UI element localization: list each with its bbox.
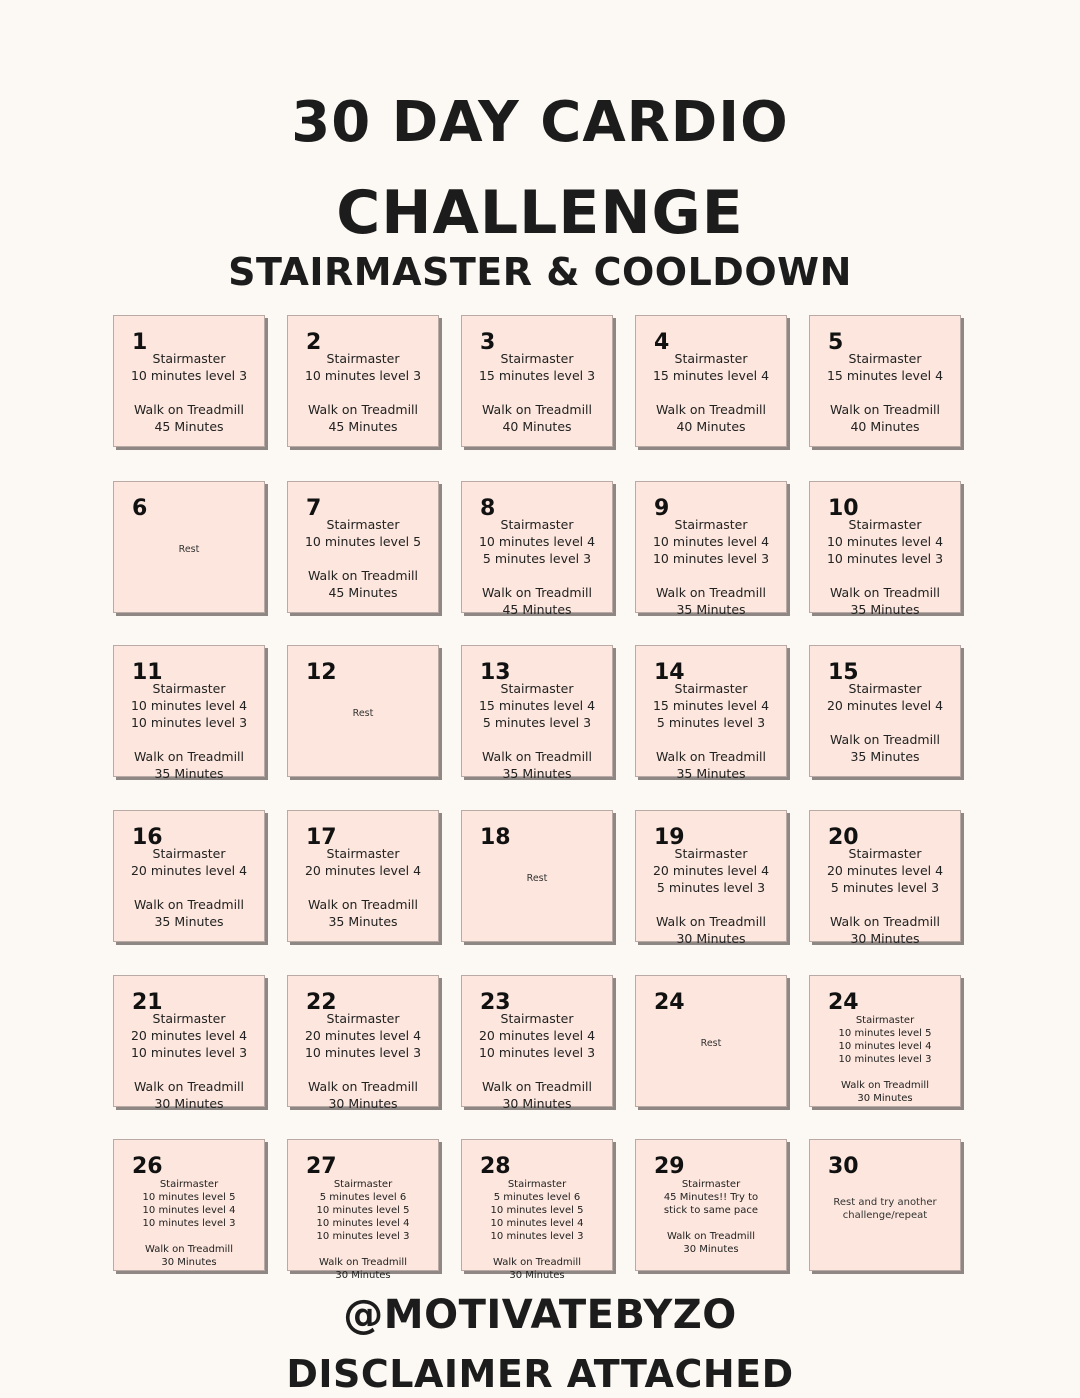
workout-line: Walk on Treadmill: [656, 749, 766, 764]
day-number: 15: [828, 660, 859, 685]
day-card: [635, 481, 787, 617]
day-card: [809, 975, 961, 1107]
footer-handle: @MOTIVATEBYZO: [343, 1292, 737, 1338]
workout-line: 35 Minutes: [676, 766, 746, 781]
day-number: 20: [828, 825, 859, 850]
workout-line: Stairmaster: [848, 517, 922, 532]
day-number: 13: [480, 660, 511, 685]
workout-line: 10 minutes level 4: [316, 1218, 410, 1229]
day-number: 11: [132, 660, 163, 685]
workout-line: 45 Minutes: [328, 419, 398, 434]
workout-line: 10 minutes level 3: [316, 1231, 410, 1242]
workout-line: Walk on Treadmill: [308, 568, 418, 583]
workout-line: Stairmaster: [326, 846, 400, 861]
workout-line: stick to same pace: [663, 1205, 759, 1216]
workout-details: [810, 350, 960, 435]
rest-label: Rest: [178, 544, 200, 555]
workout-line: Stairmaster: [848, 681, 922, 696]
day-number: 5: [828, 330, 844, 355]
day-number: 23: [480, 990, 511, 1015]
workout-line: Stairmaster: [848, 351, 922, 366]
workout-line: 15 minutes level 4: [652, 698, 770, 713]
workout-line: 5 minutes level 3: [482, 551, 592, 566]
workout-line: Walk on Treadmill: [134, 402, 244, 417]
workout-details: [288, 845, 438, 930]
workout-line: 20 minutes level 4: [826, 863, 944, 878]
workout-line: 20 minutes level 4: [304, 1028, 422, 1043]
workout-line: Stairmaster: [681, 1179, 741, 1190]
workout-details: [288, 516, 438, 601]
day-card: [635, 645, 787, 781]
workout-line: 10 minutes level 3: [826, 551, 944, 566]
workout-line: 10 minutes level 3: [838, 1054, 932, 1065]
workout-line: Walk on Treadmill: [134, 1079, 244, 1094]
workout-details: [636, 516, 786, 618]
day-number: 29: [654, 1154, 685, 1179]
day-number: 17: [306, 825, 337, 850]
workout-line: Walk on Treadmill: [667, 1231, 755, 1242]
workout-line: 10 minutes level 4: [838, 1041, 932, 1052]
workout-line: Stairmaster: [326, 517, 400, 532]
day-card: [113, 810, 265, 942]
workout-line: Walk on Treadmill: [830, 914, 940, 929]
day-card: [113, 481, 265, 613]
workout-line: Stairmaster: [500, 1011, 574, 1026]
workout-line: Stairmaster: [855, 1015, 915, 1026]
workout-line: 40 Minutes: [850, 419, 920, 434]
workout-line: Walk on Treadmill: [134, 897, 244, 912]
workout-line: Walk on Treadmill: [308, 1079, 418, 1094]
workout-line: Walk on Treadmill: [482, 585, 592, 600]
day-card: [113, 975, 265, 1111]
workout-line: Stairmaster: [152, 681, 226, 696]
workout-line: 30 Minutes: [154, 1096, 224, 1111]
day-card: [461, 1139, 613, 1281]
workout-line: Stairmaster: [326, 351, 400, 366]
workout-line: 10 minutes level 3: [652, 551, 770, 566]
day-number: 8: [480, 496, 496, 521]
day-card: [635, 315, 787, 447]
workout-line: Walk on Treadmill: [830, 732, 940, 747]
workout-line: 15 minutes level 4: [478, 698, 596, 713]
day-number: 26: [132, 1154, 163, 1179]
day-number: 10: [828, 496, 859, 521]
day-number: 27: [306, 1154, 337, 1179]
workout-line: Stairmaster: [326, 1011, 400, 1026]
day-card: [635, 975, 787, 1107]
workout-line: Walk on Treadmill: [841, 1080, 929, 1091]
workout-line: 10 minutes level 4: [826, 534, 944, 549]
workout-line: Walk on Treadmill: [482, 402, 592, 417]
day-number: 24: [654, 990, 685, 1015]
workout-details: [288, 1010, 438, 1112]
workout-line: Stairmaster: [674, 351, 748, 366]
workout-line: 30 Minutes: [683, 1244, 739, 1255]
workout-line: 10 minutes level 5: [490, 1205, 584, 1216]
workout-line: Walk on Treadmill: [308, 402, 418, 417]
day-number: 24: [828, 990, 859, 1015]
workout-line: Stairmaster: [848, 846, 922, 861]
day-card: [809, 1139, 961, 1271]
day-number: 30: [828, 1154, 859, 1179]
day-card: [461, 481, 613, 617]
workout-line: 5 minutes level 3: [830, 880, 940, 895]
workout-line: 30 Minutes: [328, 1096, 398, 1111]
rest-label: Rest: [526, 873, 548, 884]
workout-details: [462, 516, 612, 618]
subtitle: STAIRMASTER & COOLDOWN: [228, 250, 852, 294]
workout-line: Walk on Treadmill: [493, 1257, 581, 1268]
workout-line: Walk on Treadmill: [830, 585, 940, 600]
workout-line: Walk on Treadmill: [482, 749, 592, 764]
day-number: 6: [132, 496, 148, 521]
workout-line: 15 minutes level 3: [478, 368, 596, 383]
title-line-1: 30 DAY CARDIO: [291, 90, 789, 155]
workout-line: 15 minutes level 4: [826, 368, 944, 383]
workout-line: 10 minutes level 3: [304, 1045, 422, 1060]
workout-line: Stairmaster: [152, 1011, 226, 1026]
workout-line: Walk on Treadmill: [656, 402, 766, 417]
workout-line: 5 minutes level 6: [319, 1192, 407, 1203]
day-number: 28: [480, 1154, 511, 1179]
workout-details: [810, 845, 960, 947]
workout-line: 30 Minutes: [857, 1093, 913, 1104]
day-number: 9: [654, 496, 670, 521]
workout-line: 10 minutes level 4: [490, 1218, 584, 1229]
workout-details: [462, 1010, 612, 1112]
day-number: 21: [132, 990, 163, 1015]
day-card: [635, 810, 787, 946]
workout-line: 10 minutes level 4: [478, 534, 596, 549]
day-grid: [113, 315, 965, 1281]
workout-line: 35 Minutes: [850, 602, 920, 617]
workout-line: 20 minutes level 4: [478, 1028, 596, 1043]
rest-label: Rest: [352, 708, 374, 719]
day-card: [287, 1139, 439, 1281]
workout-line: Walk on Treadmill: [656, 585, 766, 600]
day-card: [461, 645, 613, 781]
workout-line: Stairmaster: [500, 681, 574, 696]
workout-line: 45 Minutes: [328, 585, 398, 600]
workout-details: [462, 1178, 612, 1282]
workout-line: Stairmaster: [500, 351, 574, 366]
workout-details: [114, 350, 264, 435]
workout-details: [114, 1010, 264, 1112]
workout-line: Stairmaster: [507, 1179, 567, 1190]
workout-line: 10 minutes level 4: [142, 1205, 236, 1216]
workout-details: [810, 680, 960, 765]
workout-line: 5 minutes level 3: [656, 880, 766, 895]
workout-details: [636, 1178, 786, 1256]
workout-line: Walk on Treadmill: [319, 1257, 407, 1268]
day-card: [809, 481, 961, 617]
workout-line: 10 minutes level 3: [130, 715, 248, 730]
workout-details: [288, 350, 438, 435]
workout-line: 10 minutes level 5: [838, 1028, 932, 1039]
workout-line: 10 minutes level 5: [316, 1205, 410, 1216]
workout-line: Stairmaster: [152, 846, 226, 861]
day-card: [809, 810, 961, 946]
day-number: 12: [306, 660, 337, 685]
workout-line: 40 Minutes: [676, 419, 746, 434]
workout-line: Stairmaster: [159, 1179, 219, 1190]
day-card: [809, 645, 961, 777]
workout-line: 10 minutes level 3: [142, 1218, 236, 1229]
day-number: 19: [654, 825, 685, 850]
day-card: [113, 315, 265, 447]
day-card: [113, 645, 265, 781]
workout-details: [462, 680, 612, 782]
workout-line: Stairmaster: [500, 517, 574, 532]
workout-details: [462, 350, 612, 435]
day-card: [635, 1139, 787, 1271]
workout-line: Walk on Treadmill: [308, 897, 418, 912]
workout-line: 10 minutes level 3: [130, 1045, 248, 1060]
workout-line: 30 Minutes: [676, 931, 746, 946]
workout-details: [288, 1178, 438, 1282]
day-number: 14: [654, 660, 685, 685]
workout-line: Walk on Treadmill: [145, 1244, 233, 1255]
workout-line: Walk on Treadmill: [134, 749, 244, 764]
workout-line: 5 minutes level 3: [482, 715, 592, 730]
workout-line: 40 Minutes: [502, 419, 572, 434]
workout-line: 10 minutes level 3: [130, 368, 248, 383]
workout-line: Stairmaster: [674, 846, 748, 861]
workout-details: [636, 350, 786, 435]
workout-line: 30 Minutes: [161, 1257, 217, 1268]
workout-line: 10 minutes level 4: [130, 698, 248, 713]
workout-line: 35 Minutes: [154, 914, 224, 929]
workout-details: [810, 1014, 960, 1105]
day-number: 4: [654, 330, 670, 355]
workout-line: 35 Minutes: [850, 749, 920, 764]
workout-line: 45 Minutes: [154, 419, 224, 434]
workout-line: 10 minutes level 3: [478, 1045, 596, 1060]
workout-line: Walk on Treadmill: [656, 914, 766, 929]
workout-line: 5 minutes level 6: [493, 1192, 581, 1203]
workout-line: 10 minutes level 5: [304, 534, 422, 549]
workout-line: 30 Minutes: [335, 1270, 391, 1281]
day-number: 7: [306, 496, 322, 521]
day-card: [287, 315, 439, 447]
workout-line: 20 minutes level 4: [130, 1028, 248, 1043]
day-number: 3: [480, 330, 496, 355]
workout-details: [114, 680, 264, 782]
workout-line: 20 minutes level 4: [130, 863, 248, 878]
day-card: [461, 810, 613, 942]
workout-line: 35 Minutes: [154, 766, 224, 781]
workout-line: 45 Minutes!! Try to: [663, 1192, 759, 1203]
day-number: 1: [132, 330, 148, 355]
day-number: 22: [306, 990, 337, 1015]
day-card: [461, 315, 613, 447]
workout-line: 10 minutes level 3: [304, 368, 422, 383]
workout-line: 35 Minutes: [502, 766, 572, 781]
day-number: 18: [480, 825, 511, 850]
workout-line: 35 Minutes: [328, 914, 398, 929]
workout-line: 30 Minutes: [509, 1270, 565, 1281]
day-card: [287, 481, 439, 613]
workout-details: [810, 516, 960, 618]
workout-details: [636, 680, 786, 782]
workout-line: 15 minutes level 4: [652, 368, 770, 383]
workout-line: 30 Minutes: [502, 1096, 572, 1111]
workout-line: 35 Minutes: [676, 602, 746, 617]
day-number: 16: [132, 825, 163, 850]
rest-label: Rest: [700, 1038, 722, 1049]
workout-line: 45 Minutes: [502, 602, 572, 617]
workout-line: 10 minutes level 3: [490, 1231, 584, 1242]
day-card: [287, 975, 439, 1111]
workout-line: 20 minutes level 4: [652, 863, 770, 878]
workout-line: Stairmaster: [333, 1179, 393, 1190]
workout-line: Stairmaster: [674, 681, 748, 696]
workout-details: [114, 1178, 264, 1269]
workout-line: 20 minutes level 4: [304, 863, 422, 878]
day-card: [287, 645, 439, 777]
workout-details: [636, 845, 786, 947]
footer-disclaimer: DISCLAIMER ATTACHED: [286, 1352, 794, 1396]
workout-line: Stairmaster: [674, 517, 748, 532]
workout-line: Stairmaster: [152, 351, 226, 366]
workout-line: Walk on Treadmill: [830, 402, 940, 417]
workout-line: Walk on Treadmill: [482, 1079, 592, 1094]
day-card: [809, 315, 961, 447]
workout-line: 5 minutes level 3: [656, 715, 766, 730]
rest-label: Rest and try another challenge/repeat: [833, 1197, 937, 1221]
workout-line: 10 minutes level 4: [652, 534, 770, 549]
workout-details: [114, 845, 264, 930]
workout-line: 30 Minutes: [850, 931, 920, 946]
workout-line: 20 minutes level 4: [826, 698, 944, 713]
workout-line: 10 minutes level 5: [142, 1192, 236, 1203]
day-card: [113, 1139, 265, 1271]
day-number: 2: [306, 330, 322, 355]
title-line-2: CHALLENGE: [336, 178, 744, 248]
day-card: [287, 810, 439, 942]
day-card: [461, 975, 613, 1111]
